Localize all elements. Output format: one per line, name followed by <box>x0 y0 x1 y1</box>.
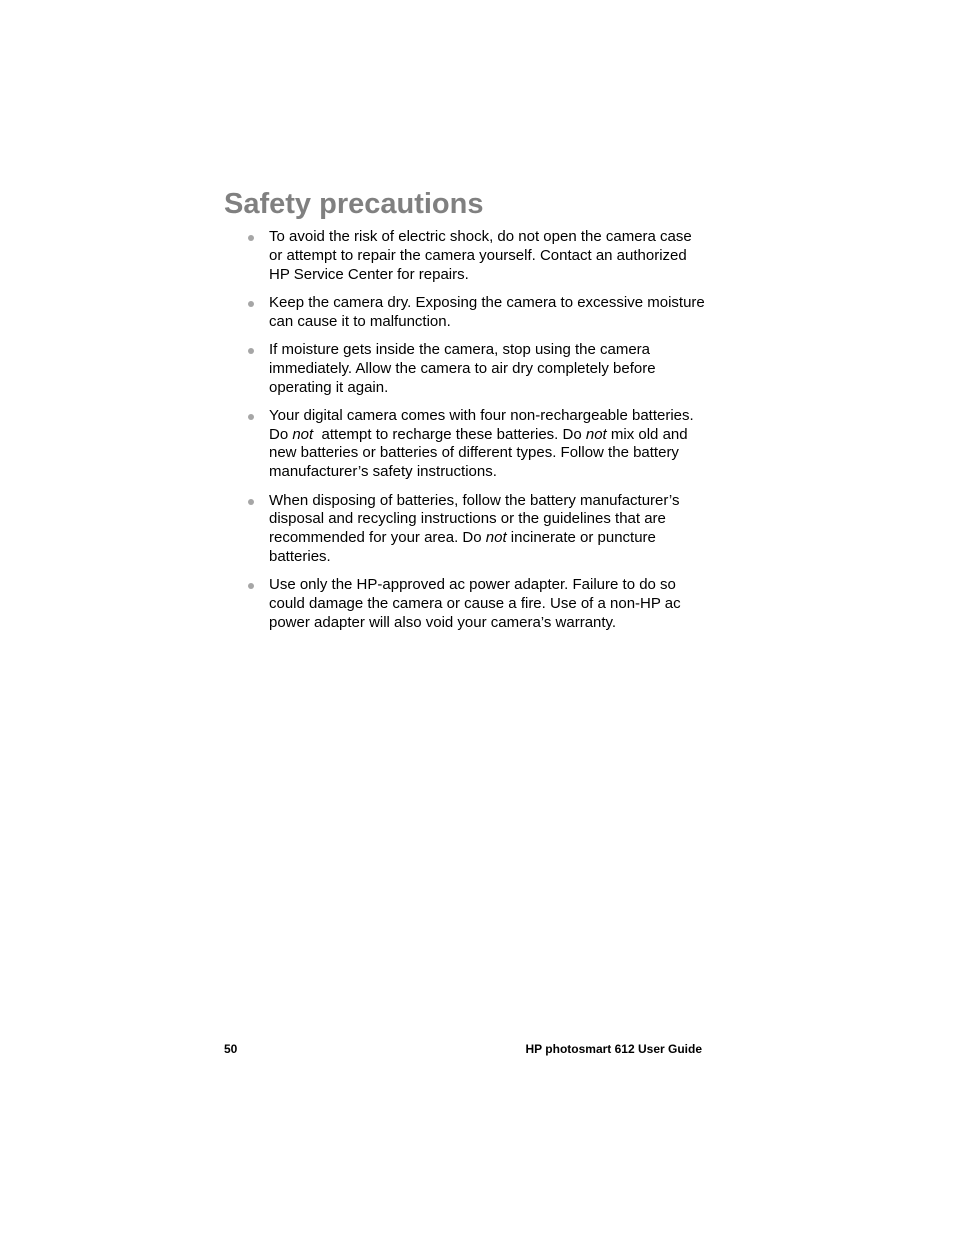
text-segment: When disposing of batteries, follow the battery manufacturer’s disposal and recycling instructions or the guidelines that are recommended for your area. Do <box>269 491 684 547</box>
guide-title: HP photosmart 612 User Guide <box>525 1042 702 1056</box>
list-item <box>246 341 706 397</box>
safety-precautions-list <box>246 228 709 642</box>
page-number: 50 <box>224 1042 238 1056</box>
text-segment: Your digital camera comes with four non-rechargeable batteries. Do <box>269 406 698 443</box>
emphasis-text: not <box>485 529 507 547</box>
list-item <box>246 576 706 632</box>
text-segment: Use only the HP-approved ac power adapter. Failure to do so could damage the camera or cause a fire. Use of a non-HP ac power adapter will also void your camera’s warranty. <box>269 576 685 631</box>
emphasis-text: not <box>292 425 314 443</box>
bullet-dot-icon <box>248 301 254 307</box>
list-item-text <box>269 407 698 480</box>
list-item-text <box>269 492 684 565</box>
list-item <box>246 407 706 482</box>
page-title: Safety precautions <box>224 188 484 220</box>
bullet-dot-icon <box>248 499 254 505</box>
text-segment: incinerate or puncture batteries. <box>269 529 661 565</box>
text-segment: If moisture gets inside the camera, stop using the camera immediately. Allow the camera to air dry completely before operating it again. <box>269 340 660 396</box>
emphasis-text: not <box>585 425 607 443</box>
list-item-text <box>269 576 685 631</box>
list-item <box>246 228 706 284</box>
list-item-text <box>269 228 696 283</box>
list-item <box>246 492 706 567</box>
text-segment: mix old and new batteries or batteries of different types. Follow the battery manufacturer’s safety instructions. <box>269 425 692 481</box>
list-item-text <box>269 294 709 330</box>
bullet-dot-icon <box>248 414 254 420</box>
list-item-text <box>269 341 660 396</box>
text-segment: attempt to recharge these batteries. Do <box>313 425 586 443</box>
bullet-dot-icon <box>248 583 254 589</box>
list-item <box>246 293 709 332</box>
text-segment: To avoid the risk of electric shock, do not open the camera case or attempt to repair the camera yourself. Contact an authorized HP Service Center for repairs. <box>269 228 696 283</box>
text-segment: Keep the camera dry. Exposing the camera to excessive moisture can cause it to malfunction. <box>269 293 709 330</box>
bullet-dot-icon <box>248 348 254 354</box>
bullet-dot-icon <box>248 235 254 241</box>
